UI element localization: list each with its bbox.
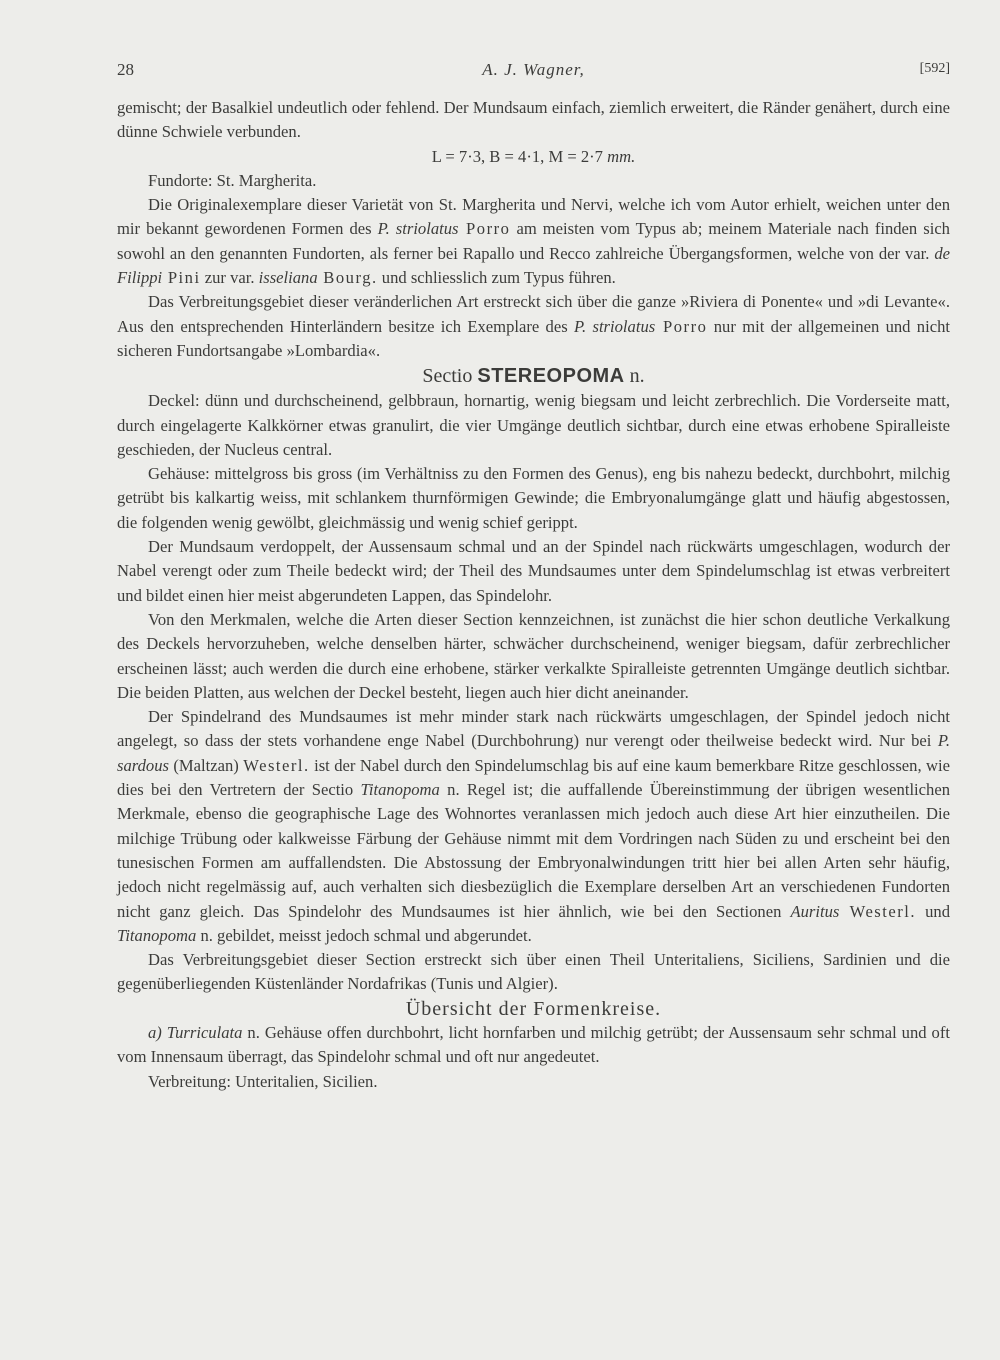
text-run: Der Spindelrand des Mundsaumes ist mehr minder stark nach rückwärts umgeschlagen, der Spindel jedoch nicht angelegt, so dass der stets vorhandene enge Nabel (Durchbohrung) nur verengt oder theilweise bedeckt wird. Nur bei	[117, 707, 950, 751]
measurements	[117, 145, 950, 169]
section-name: Titanopoma	[117, 925, 197, 945]
group-name: Turriculata	[161, 1022, 243, 1042]
text-run: n. Regel ist; die auffallende Übereinstimmung der übrigen wesentlichen Merkmale, ebenso die geographische Lage des Wohnortes veranlassen mich jedoch auch diese Art hier einzutheilen. Die milchige Trübung oder kalkweisse Färbung der Gehäuse nimmt mit dem Vordringen nach Süden zu und erscheint bei den tunesischen Formen am auffallendsten. Die Abstossung der Embryonalwindungen tritt hier bei allen Arten sehr häufig, jedoch nicht regelmässig auf, auch verhalten sich diesbezüglich die Exemplare derselben Art an verschiedenen Fundorten nicht ganz gleich. Das Spindelohr des Mundsaumes ist hier ähnlich, wie bei den Sectionen	[117, 780, 950, 921]
variety-name: de Filippi	[117, 243, 950, 288]
author-name: Bourg.	[317, 268, 378, 288]
species-name: P. sardous	[117, 731, 950, 775]
author-name: Porro	[655, 316, 708, 336]
species-name: P. striolatus	[574, 316, 656, 336]
measurement-unit: mm.	[607, 146, 636, 166]
text-run: ist der Nabel durch den Spindelumschlag bis auf eine kaum bemerkbare Ritze geschlossen, wie dies bei den Vertretern der Sectio	[117, 755, 951, 800]
author-name: Westerl.	[839, 901, 917, 921]
paragraph-deckel: Deckel: dünn und durchscheinend, gelbbraun, hornartig, wenig biegsam und leicht zerbrechlich. Die Vorderseite matt, durch eingelagerte Kalkkörner etwas granulirt, die vier Umgänge deutlich sichtbar, durch eine etwas erhobene Spiralleiste geschieden, der Nucleus central.	[117, 391, 950, 459]
section-name: Auritus	[790, 901, 840, 921]
author-name: Porro	[458, 219, 511, 239]
text-run: am meisten vom Typus ab; meinem Materiale nach finden sich sowohl an den genannten Fundorten, als ferner bei Rapallo und Recco zahlreiche Übergangsformen, welche von der var.	[117, 219, 950, 263]
text-run: Die Originalexemplare dieser Varietät von St. Margherita und Nervi, welche ich vom Autor erhielt, weichen unter den mir bekannt gewordenen Formen des	[117, 195, 950, 239]
paragraph-merkmale: Von den Merkmalen, welche die Arten dieser Section kennzeichnen, ist zunächst die hier schon deutliche Verkalkung des Deckels hervorzuheben, welche denselben härter, schwächer durchscheinend, weniger biegsam, dafür zerbrechlicher erscheinen lässt; auch werden die durch eine erhobene, stärker verkalkte Spiralleiste getrennten Umgänge deutlich sichtbar. Die beiden Platten, aus welchen der Deckel besteht, liegen auch hier dicht aneinander.	[117, 609, 950, 702]
text-run: n. gebildet, meisst jedoch schmal und abgerundet.	[196, 925, 532, 945]
section-heading	[117, 363, 950, 389]
paragraph-section-verbreitung: Das Verbreitungsgebiet dieser Section erstreckt sich über einen Theil Unteritaliens, Siciliens, Sardinien und die gegenüberliegenden Küstenländer Nordafrikas (Tunis und Algier).	[117, 950, 950, 994]
paragraph-mundsaum: Der Mundsaum verdoppelt, der Aussensaum schmal und an der Spindel nach rückwärts umgeschlagen, wodurch der Nabel verengt oder zum Theile bedeckt wird; der Theil des Mundsaumes unter dem Spindelumschlag ist etwas verbreitert und bildet einen hier meist abgerundeten Lappen, das Spindelohr.	[117, 537, 950, 605]
list-item-turriculata	[117, 1021, 950, 1070]
text-run: zur var.	[200, 268, 259, 288]
text-run: und	[916, 901, 950, 921]
fundorte-line: Fundorte: St. Margherita.	[148, 170, 317, 190]
paragraph-spindelrand	[117, 705, 950, 948]
section-name: Titanopoma	[360, 780, 440, 800]
text-run: nur mit der allgemeinen und nicht sicheren Fundortsangabe »Lombardia«.	[117, 316, 950, 360]
list-label: a)	[148, 1022, 162, 1042]
paragraph-continued: gemischt; der Basalkiel undeutlich oder fehlend. Der Mundsaum einfach, ziemlich erweitert, die Ränder genähert, durch eine dünne Schwiele verbunden.	[117, 98, 950, 142]
heading-prefix: Sectio	[422, 365, 478, 388]
page-header	[117, 60, 950, 82]
subheading-uebersicht: Übersicht der Formenkreise.	[405, 997, 662, 1020]
text-run: (Maltzan)	[168, 755, 244, 775]
heading-name: STEREOPOMA	[477, 365, 625, 388]
running-title: A. J. Wagner,	[482, 60, 585, 79]
author-name: Pini	[162, 268, 201, 288]
text-run: Das Verbreitungsgebiet dieser veränderlichen Art erstreckt sich über die ganze »Riviera di Ponente« und »di Levante«. Aus den entsprechenden Hinterländern besitze ich Exemplare des	[117, 292, 950, 336]
body-text	[117, 96, 950, 1094]
page-number: 28	[117, 60, 134, 79]
paragraph-verbreitungsgebiet	[117, 290, 950, 363]
species-name: P. striolatus	[377, 219, 459, 239]
paragraph-gehaeuse: Gehäuse: mittelgross bis gross (im Verhältniss zu den Formen des Genus), eng bis nahezu bedeckt, durchbohrt, milchig getrübt bis kalkartig weiss, mit schlankem thurnförmigen Gewinde; die Embryonalumgänge glatt und häufig abgestossen, die folgenden wenig gewölbt, gleichmässig und wenig schief gerippt.	[117, 464, 950, 532]
text-run: n. Gehäuse offen durchbohrt, licht hornfarben und milchig getrübt; der Aussensaum sehr schmal und oft vom Innensaum überragt, das Spindelohr schmal und oft nur angedeutet.	[117, 1022, 950, 1067]
measurement-values: L = 7·3, B = 4·1, M = 2·7	[431, 146, 608, 166]
paragraph-originalexemplare	[117, 193, 950, 290]
text-run: und schliesslich zum Typus führen.	[377, 268, 616, 288]
author-name: Westerl.	[243, 755, 310, 775]
original-page-number: [592]	[919, 61, 950, 76]
variety-name: isseliana	[258, 268, 318, 288]
heading-suffix: n.	[624, 365, 645, 388]
verbreitung-line: Verbreitung: Unteritalien, Sicilien.	[148, 1071, 378, 1091]
